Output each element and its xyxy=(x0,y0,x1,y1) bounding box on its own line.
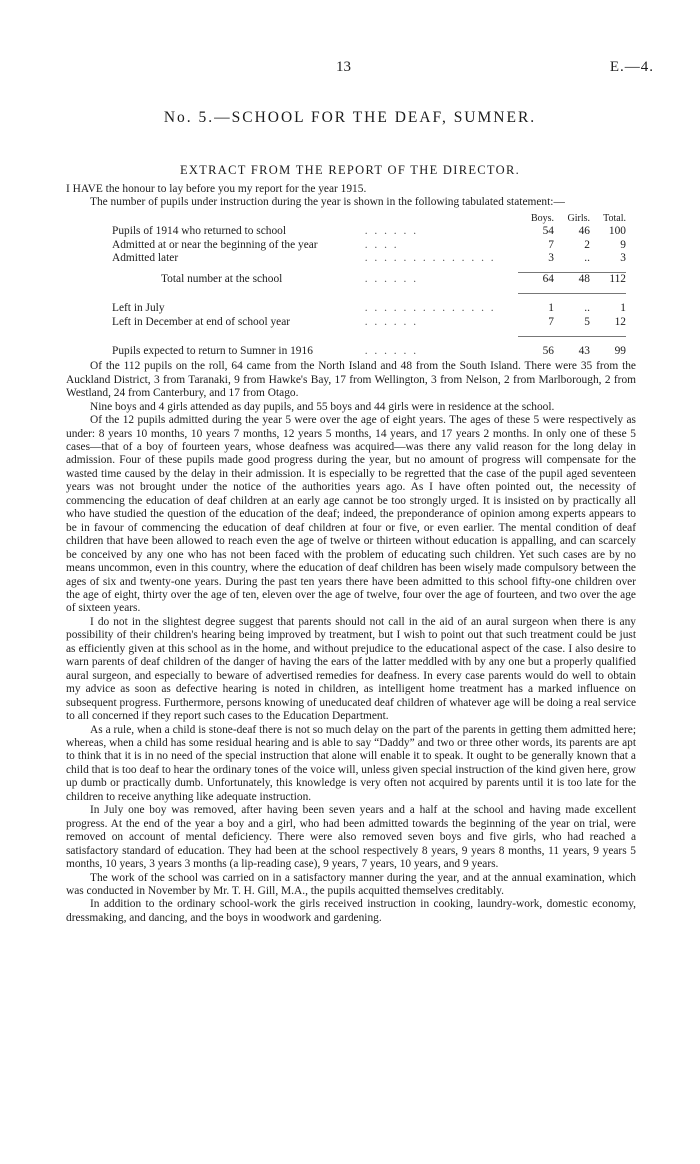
girls-cell: 5 xyxy=(584,315,590,328)
boys-cell: 1 xyxy=(548,302,554,315)
row-label: Total number at the school xyxy=(161,272,283,285)
row-label: Left in July xyxy=(112,302,165,315)
boys-cell: 7 xyxy=(548,315,554,328)
total-cell: 112 xyxy=(609,273,626,286)
row-leader: . . . . . . . . . . . . . . xyxy=(364,302,496,315)
body-paragraph: The work of the school was carried on in a satisfactory manner during the year, and at the annual examination, which was conducted in November by Mr. T. H. Gill, M.A., the pupils acquitted themselves creditably. xyxy=(66,871,636,897)
boys-cell: 56 xyxy=(542,344,554,357)
boys-cell: 54 xyxy=(542,225,554,238)
body-paragraph: I do not in the slightest degree suggest that parents should not call in the aid of an aural surgeon when there is any possibility of their children's hearing being improved by treatment, but I wish to point out that such treatment could be just as efficiently given at this school as in the home, and without prejudice to the educational aspect of the case. I also desire to warn parents of deaf children of the danger of having the ears of the latter meddled with by any one but a properly qualified aural surgeon, and especially to beware of advertised remedies for deafness. In every case parents would do well to obtain my advice as soon as defective hearing is noted in children, as intelligent home treatment has a marked influence on subsequent progress. Furthermore, persons knowing of uneducated deaf children of whatever age will be doing a real service to all concerned if they report such cases to the Education Department. xyxy=(66,615,636,723)
body-paragraph: Of the 12 pupils admitted during the year 5 were over the age of eight years. The ages of these 5 were respectively as under: 8 years 10 months, 10 years 7 months, 12 years 5 months, 14 years, and 17 years 2 months. In only one of these 5 cases—that of a boy of fourteen years, whose deafness was acquired—was there any valid reason for the long delay in admission. Four of these pupils made good progress during the year, but no amount of progress will compensate for the wasted time caused by the delay in their admission. It is especially to be regretted that the case of the pupil aged seventeen years was not brought under the notice of the authorities years ago. As I have often pointed out, the necessity of commencing the education of deaf children at an early age cannot be too strongly urged. It is insisted on by practically all who have studied the question of the education of the deaf; indeed, the preponderance of opinion among experts appears to be in favour of commencing the education of deaf children at four or five, or even earlier. The mental condition of deaf children that have been allowed to reach even the age of twelve or thirteen without education is appalling, and can scarcely be conceived by any one who has not been faced with the problem of educating such children. Yet such cases are by no means uncommon, even in this country, where the education of deaf children has been wisely made compulsory between the ages of six and twenty-one years. During the past ten years there have been admitted to this school fifty-one children over the age of eight, thirty over the age of ten, eleven over the age of twelve, four over the age of fourteen, and two over the age of sixteen years. xyxy=(66,414,636,615)
boys-cell: 3 xyxy=(548,251,554,264)
body-paragraph: Of the 112 pupils on the roll, 64 came from the North Island and 48 from the South Island. There were 35 from the Auckland District, 3 from Taranaki, 9 from Hawke's Bay, 17 from Wellington, 3 from Nelson, 2 from Marlborough, 2 from Westland, 24 from Canterbury, and 17 from Otago. xyxy=(66,360,636,400)
table-rule xyxy=(66,329,626,337)
body-paragraph: In addition to the ordinary school-work the girls received instruction in cooking, laundry-work, domestic economy, dressmaking, and dancing, and the boys in woodwork and gardening. xyxy=(66,898,636,924)
total-cell: 100 xyxy=(608,225,626,238)
report-subtitle: EXTRACT FROM THE REPORT OF THE DIRECTOR. xyxy=(179,163,521,177)
row-label: Left in December at end of school year xyxy=(112,315,291,328)
row-label: Admitted at or near the beginning of the year xyxy=(112,238,318,251)
report-body xyxy=(66,183,636,925)
girls-cell: 2 xyxy=(584,238,590,251)
row-label: Pupils expected to return to Sumner in 1916 xyxy=(112,344,313,357)
pupil-statistics-table xyxy=(66,212,626,358)
row-label: Pupils of 1914 who returned to school xyxy=(112,225,287,238)
body-paragraph: As a rule, when a child is stone-deaf there is not so much delay on the part of the parents in getting them admitted here; whereas, when a child has some residual hearing and is able to say “Daddy” and two or three other words, its parents are apt to think that it is in no need of the special instruction that alone will enable it to speak. It ought to be generally known that a child that is too deaf to hear the ordinary tones of the voice will, unless given special instruction of the kind given here, grow up dumb or practically dumb. Unfortunately, this knowledge is very often not acquired by parents until it is too late for the children to receive anything like adequate instruction. xyxy=(66,723,636,803)
girls-cell: 46 xyxy=(578,225,590,238)
row-leader: . . . . . . xyxy=(364,344,419,357)
table-rule xyxy=(66,265,626,273)
body-paragraph: In July one boy was removed, after having been seven years and a half at the school and having made excellent progress. At the end of the year a boy and a girl, who had been admitted towards the beginning of the year on trial, were removed on account of mental deficiency. There were also removed seven boys and five girls, who had reached a satisfactory standard of education. They had been at the school respectively 8 years, 9 years 8 months, 11 years, 9 years 5 months, 10 years, 3 years 3 months (a lip-reading case), 9 years, 7 years, 10 years, and 9 years. xyxy=(66,804,636,871)
table-row xyxy=(66,302,626,315)
total-cell: 99 xyxy=(614,344,626,357)
table-header-row xyxy=(66,212,626,225)
column-header-total: Total. xyxy=(603,212,626,224)
table-row xyxy=(66,239,626,252)
row-leader: . . . . . . . . . . . . . . xyxy=(364,251,496,264)
column-header-girls: Girls. xyxy=(567,212,590,224)
table-rule xyxy=(66,286,626,294)
report-title: No. 5.—SCHOOL FOR THE DEAF, SUMNER. xyxy=(163,109,537,126)
row-leader: . . . . . . xyxy=(364,315,419,328)
table-row-total xyxy=(66,273,626,287)
girls-cell: 43 xyxy=(578,344,590,357)
table-row xyxy=(66,225,626,238)
row-leader: . . . . . . xyxy=(364,272,419,285)
body-paragraph: Nine boys and 4 girls attended as day pupils, and 55 boys and 44 girls were in residence at the school. xyxy=(90,400,555,413)
intro-paragraph: I HAVE the honour to lay before you my report for the year 1915. xyxy=(66,183,367,195)
total-cell: 9 xyxy=(620,238,626,251)
total-cell: 12 xyxy=(614,315,626,328)
row-leader: . . . . xyxy=(364,238,399,251)
girls-cell: .. xyxy=(584,251,590,264)
table-row xyxy=(66,252,626,265)
column-header-boys: Boys. xyxy=(530,212,554,224)
girls-cell: .. xyxy=(584,302,590,315)
total-cell: 3 xyxy=(620,251,626,264)
row-label: Admitted later xyxy=(112,251,179,264)
boys-cell: 64 xyxy=(542,273,554,286)
boys-cell: 7 xyxy=(548,238,554,251)
page-number: 13 xyxy=(336,59,351,75)
row-leader: . . . . . . xyxy=(364,225,419,238)
page-reference: E.—4. xyxy=(609,59,654,75)
table-row xyxy=(66,316,626,329)
girls-cell: 48 xyxy=(578,273,590,286)
table-row xyxy=(66,345,626,358)
intro-paragraph: The number of pupils under instruction during the year is shown in the following tabulated statement:— xyxy=(90,196,565,209)
total-cell: 1 xyxy=(620,302,626,315)
